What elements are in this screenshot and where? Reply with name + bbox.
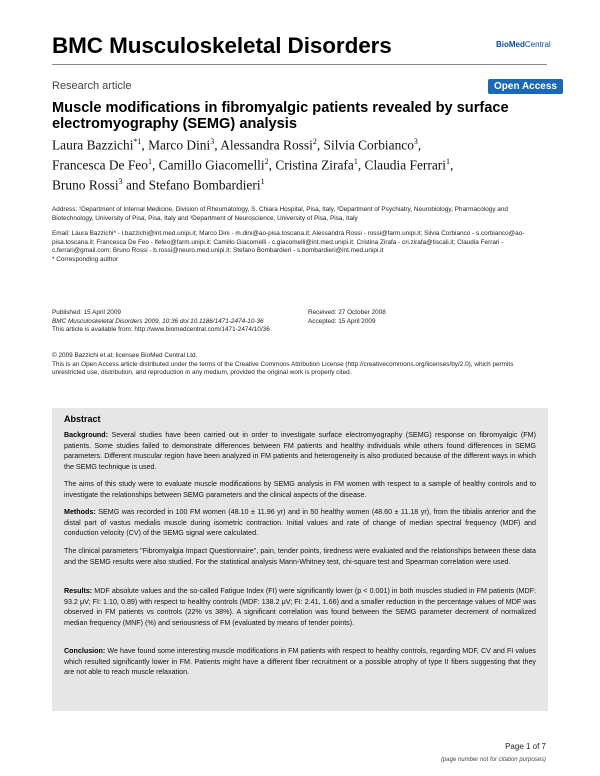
- copyright: © 2009 Bazzichi et al; licensee BioMed Central Ltd.: [52, 352, 198, 359]
- methods-label: Methods:: [64, 508, 96, 516]
- author-separator: ,: [268, 157, 276, 173]
- published-date: Published: 15 April 2009: [52, 309, 121, 316]
- abstract-box: [52, 408, 548, 711]
- article-type: Research article: [52, 80, 132, 92]
- article-url[interactable]: This article is available from: http://www.biomedcentral.com/1471-2474/10/36: [52, 326, 270, 334]
- author-affiliation-marker: 2: [264, 156, 269, 166]
- methods-text: SEMG was recorded in 100 FM women (48.10 ± 11.96 yr) and in 50 healthy women (48.60 ± 11.18 yr), from the tibialis anterior and the distal part of vastus medialis muscle during isometric contraction. Initial values and rate of change of median spectral frequency (MDF) and conduction velocity (CV) of the SEMG signal were calculated.: [64, 508, 537, 537]
- author-separator: and: [122, 177, 149, 193]
- author-separator: ,: [449, 157, 454, 173]
- author-affiliation-marker: 3: [210, 137, 215, 146]
- abstract-background: [64, 430, 536, 472]
- results-text: MDF absolute values and the so-called Fatigue Index (FI) were significantly lower (p < 0.001) in both muscles studied in FM patients (MDF: 93.2 μV; FI: 1.10, 0.89) with respect to healthy controls (MDF: 138.2 μV; FI: 2.41, 1.66) and a smaller reduction in the percentage values of MDF was observed in FM patients vs controls (22% vs 38%). A significant correlation was found between the SEMG parameter decrement of normalized median frequency (MNF) (%) and seriousness of FM (evaluated by means of tender points).: [64, 587, 536, 627]
- received-date: Received: 27 October 2008: [308, 309, 386, 316]
- author-separator: ,: [141, 137, 149, 153]
- citation: BMC Musculoskeletal Disorders 2009, 10:36 doi:10.1186/1471-2474-10-36: [52, 317, 264, 325]
- author-affiliation-marker: 1: [147, 156, 152, 166]
- author-affiliation-marker: 1: [260, 176, 265, 186]
- license-info: [52, 352, 547, 378]
- publication-info: [52, 309, 312, 335]
- author-name: Claudia Ferrari: [364, 157, 446, 173]
- author-separator: ,: [214, 137, 221, 153]
- journal-title: BMC Musculoskeletal Disorders: [52, 33, 392, 58]
- author-name: Alessandra Rossi: [220, 137, 313, 153]
- author-name: Marco Dini: [148, 137, 211, 153]
- abstract-methods: [64, 507, 536, 539]
- author-affiliation-marker: 1: [445, 156, 450, 166]
- author-name: Francesca De Feo: [52, 157, 148, 173]
- affiliations: Address: ¹Department of Internal Medicine, Division of Rheumatology, S. Chiara Hospital, Pisa, Italy, ²Department of Psychiatry, Neurobiology, Pharmacology and Biotechnology, University of Pisa, Pisa, Italy and ³Department of Neuroscience, University of Pisa, Pisa, Italy: [52, 206, 508, 222]
- page-number-note: (page number not for citation purposes): [440, 757, 546, 763]
- author-affiliation-marker: 2: [312, 137, 317, 146]
- results-label: Results:: [64, 587, 93, 595]
- page-number: Page 1 of 7: [505, 742, 546, 751]
- license-text: This is an Open Access article distributed under the terms of the Creative Commons Attribution License (http://creativecommons.org/licenses/by/2.0), which permits unrestricted use, distribution, and reproduction in any medium, provided the original work is properly cited.: [52, 360, 514, 377]
- header-divider: [52, 64, 547, 65]
- abstract-heading: Abstract: [64, 414, 101, 424]
- author-affiliation-marker: 1: [353, 156, 358, 166]
- author-name: Laura Bazzichi: [52, 137, 134, 153]
- author-separator: ,: [316, 137, 324, 153]
- author-list: [52, 134, 542, 194]
- logo-central-text: Central: [524, 40, 551, 49]
- email-list: Email: Laura Bazzichi* - l.bazzichi@int.med.unipi.it; Marco Dini - m.dini@ao-pisa.toscana.it; Alessandra Rossi - rossi@farm.unipi.it; Silvia Corbianco - s.corbianco@ao-pisa.toscana.it; Francesca De Feo - lfefeo@farm.unipi.it; Camillo Giacomelli - c.giacomelli@int.med.unipi.it; Cristina Zirafa - cri.zirafa@tiscali.it; Claudia Ferrari - c.ferrari@gmail.com; Bruno Rossi - b.rossi@neuro.med.unipi.it; Stefano Bombardieri - s.bombardieri@int.med.unipi.it: [52, 230, 525, 255]
- author-affiliation-marker: *1: [133, 137, 142, 146]
- author-name: Silvia Corbianco: [323, 137, 414, 153]
- author-separator: ,: [357, 157, 365, 173]
- author-separator: ,: [151, 157, 159, 173]
- abstract-aims: The aims of this study were to evaluate muscle modifications by SEMG analysis in FM women with respect to a sample of healthy controls and to investigate the relationships between SEMG parameters and the clinical aspects of the disease.: [64, 480, 536, 499]
- accepted-date: Accepted: 15 April 2009: [308, 317, 376, 325]
- open-access-badge: Open Access: [488, 79, 563, 94]
- abstract-results: [64, 586, 536, 628]
- author-separator: ,: [417, 137, 422, 153]
- background-label: Background:: [64, 431, 109, 439]
- author-affiliation-marker: 3: [118, 176, 123, 186]
- conclusion-text: We have found some interesting muscle modifications in FM patients with respect to healthy controls, regarding MDF, CV and FI values which resulted significantly lower in FM. Patients might have a different fiber recruitment or a possible atrophy of type II fibers suggesting that they are not able to reach muscle relaxation.: [64, 647, 537, 676]
- author-name: Cristina Zirafa: [275, 157, 354, 173]
- biomed-central-logo: [496, 40, 551, 49]
- logo-bio-text: BioMed: [496, 40, 525, 49]
- article-title: Muscle modifications in fibromyalgic patients revealed by surface electromyography (SEMG) analysis: [52, 100, 509, 132]
- author-name: Camillo Giacomelli: [158, 157, 265, 173]
- abstract-clinical: The clinical parameters "Fibromyalgia Impact Questionnaire", pain, tender points, tiredness were evaluated and the relationships between these data and the SEMG results were also studied. For the statistical analysis Mann-Whitney test, chi-square test and Spearman correlation were used.: [64, 547, 536, 566]
- corresponding-author-note: * Corresponding author: [52, 255, 119, 263]
- author-emails: [52, 230, 547, 264]
- conclusion-label: Conclusion:: [64, 647, 106, 655]
- author-name: Bruno Rossi: [52, 177, 119, 193]
- author-name: Stefano Bombardieri: [148, 177, 261, 193]
- received-info: [308, 309, 508, 326]
- author-affiliation-marker: 3: [413, 137, 418, 146]
- background-text: Several studies have been carried out in order to investigate surface electromyography (SEMG) response on fibromyalgic (FM) patients. Some studies failed to demonstrate differences between FM patients and healthy individuals while others found differences in SEMG parameters. Different muscular region have been analyzed in FM patients and heterogeneity is also produced because of the different ways in which the SEMG technique is used.: [64, 431, 536, 471]
- abstract-conclusion: [64, 646, 536, 678]
